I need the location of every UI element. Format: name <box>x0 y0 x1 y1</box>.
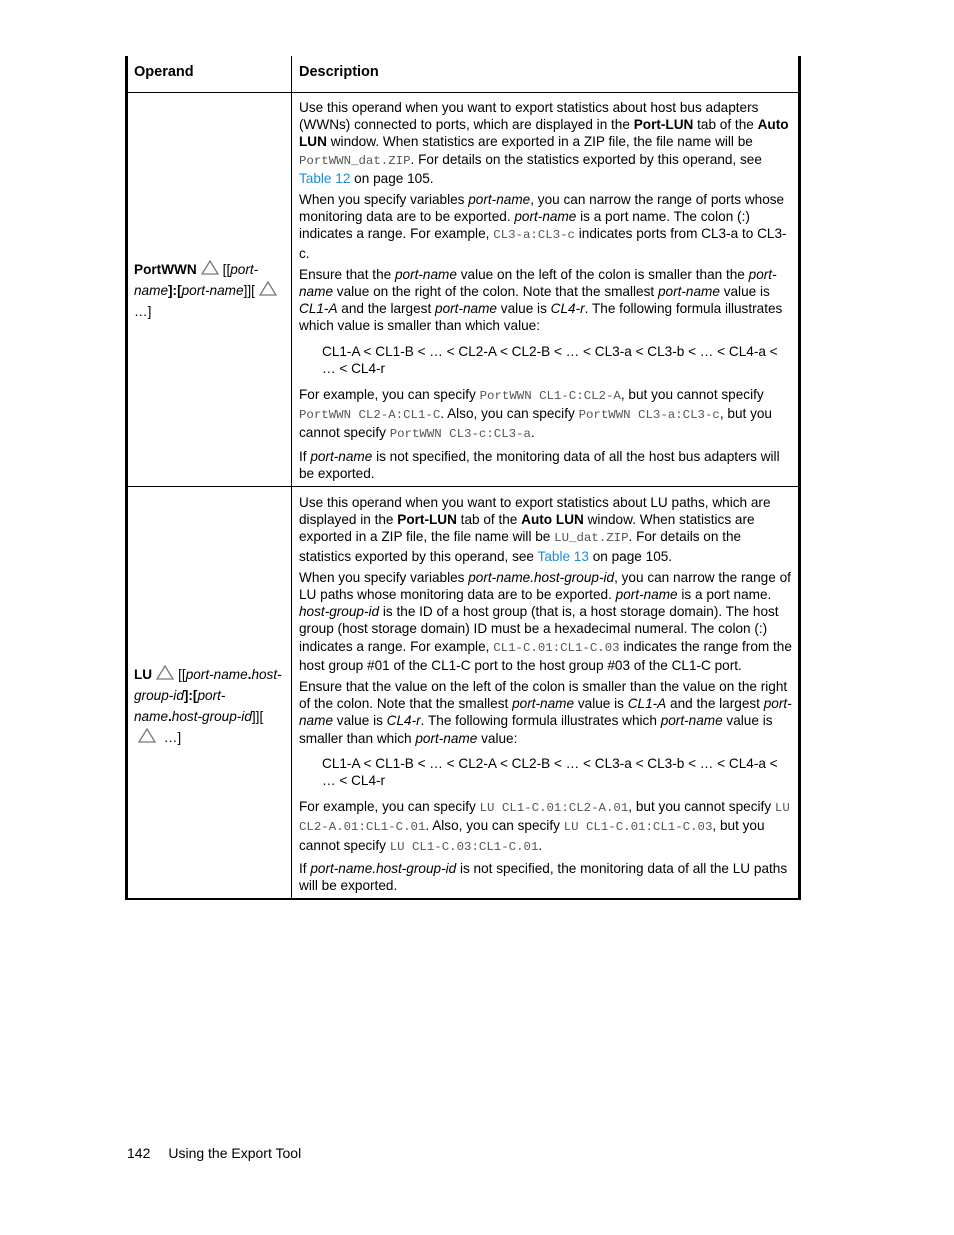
triangle-outline-icon <box>138 728 156 743</box>
header-rule <box>125 92 801 93</box>
table-12-link[interactable]: Table 12 <box>299 170 351 186</box>
paragraph: If port-name is not specified, the monitoring data of all the host bus adapters will be exported. <box>299 448 780 481</box>
header-operand: Operand <box>134 64 194 80</box>
triangle-outline-icon <box>259 281 277 296</box>
paragraph: For example, you can specify PortWWN CL1-C:CL2-A, but you cannot specify PortWWN CL2-A:CL1-C. Also, you can specify PortWWN CL3-a:CL3-c, but you cannot specify PortWWN CL3-c:CL3-a. <box>299 387 772 442</box>
paragraph: For example, you can specify LU CL1-C.01:CL2-A.01, but you cannot specify LU CL2-A.01:CL1-C.01. Also, you can specify LU CL1-C.01:CL1-C.03, but you cannot specify LU CL1-C.03:CL1-C.01. <box>299 799 790 854</box>
paragraph: Use this operand when you want to export statistics about host bus adapters (WWNs) connected to ports, which are displayed in the Port-LUN tab of the Auto LUN window. When statistics are exported in a ZIP file, the file name will be PortWWN_dat.ZIP. For details on the statistics exported by this operand, see Table 12 on page 105. <box>299 100 789 186</box>
operand-portwwn: PortWWN [[port-name]:[port-name]][ …] <box>134 259 286 322</box>
paragraph: When you specify variables port-name.host-group-id, you can narrow the range of LU paths whose monitoring data are to be exported. port-name is a port name. host-group-id is the ID of a host group (that is, a host storage domain). The host group (host storage domain) ID must be a hexadecimal numeral. The colon (:) indicates a range. For example, CL1-C.01:CL1-C.03 indicates the range from the host group #01 of the CL1-C port to the host group #03 of the CL1-C port. <box>299 569 792 673</box>
paragraph: If port-name.host-group-id is not specified, the monitoring data of all the LU paths will be exported. <box>299 860 788 894</box>
header-description: Description <box>299 64 379 80</box>
row-divider <box>125 486 801 487</box>
triangle-outline-icon <box>156 665 174 680</box>
paragraph: Use this operand when you want to export statistics about LU paths, which are displayed in the Port-LUN tab of the Auto LUN window. When statistics are exported in a ZIP file, the file name will be LU_dat.ZIP. For details on the statistics exported by this operand, see Table 13 on page 105. <box>299 495 771 564</box>
formula: CL1-A < CL1-B < … < CL2-A < CL2-B < … < CL3-a < CL3-b < … < CL4-a < … < CL4-r <box>322 755 778 789</box>
column-divider <box>291 56 292 900</box>
paragraph: Ensure that the port-name value on the left of the colon is smaller than the port-name value on the right of the colon. Note that the smallest port-name value is CL1-A and the largest port-name value is CL4-r. The following formula illustrates which value is smaller than which value: <box>299 266 783 334</box>
page-footer <box>127 1145 319 1161</box>
paragraph: When you specify variables port-name, you can narrow the range of ports whose monitoring data are to be exported. port-name is a port name. The colon (:) indicates a range. For example, CL3-a:CL3-c indicates ports from CL3-a to CL3-c. <box>299 192 787 261</box>
operand-lu: LU [[port-name.host-group-id]:[port-name.host-group-id]][ …] <box>134 667 282 745</box>
triangle-outline-icon <box>201 260 219 275</box>
table-bottom-rule <box>125 898 801 900</box>
table-13-link[interactable]: Table 13 <box>537 548 589 564</box>
formula: CL1-A < CL1-B < … < CL2-A < CL2-B < … < CL3-a < CL3-b < … < CL4-a < … < CL4-r <box>322 343 778 376</box>
page-number: 142 <box>127 1145 151 1161</box>
description-lu <box>299 494 794 898</box>
description-portwwn <box>299 99 794 486</box>
section-title: Using the Export Tool <box>168 1145 302 1161</box>
paragraph: Ensure that the value on the left of the colon is smaller than the value on the right of the colon. Note that the smallest port-name value is CL1-A and the largest port-name value is CL4-r. The following formula illustrates which port-name value is smaller than which port-name value: <box>299 679 792 746</box>
